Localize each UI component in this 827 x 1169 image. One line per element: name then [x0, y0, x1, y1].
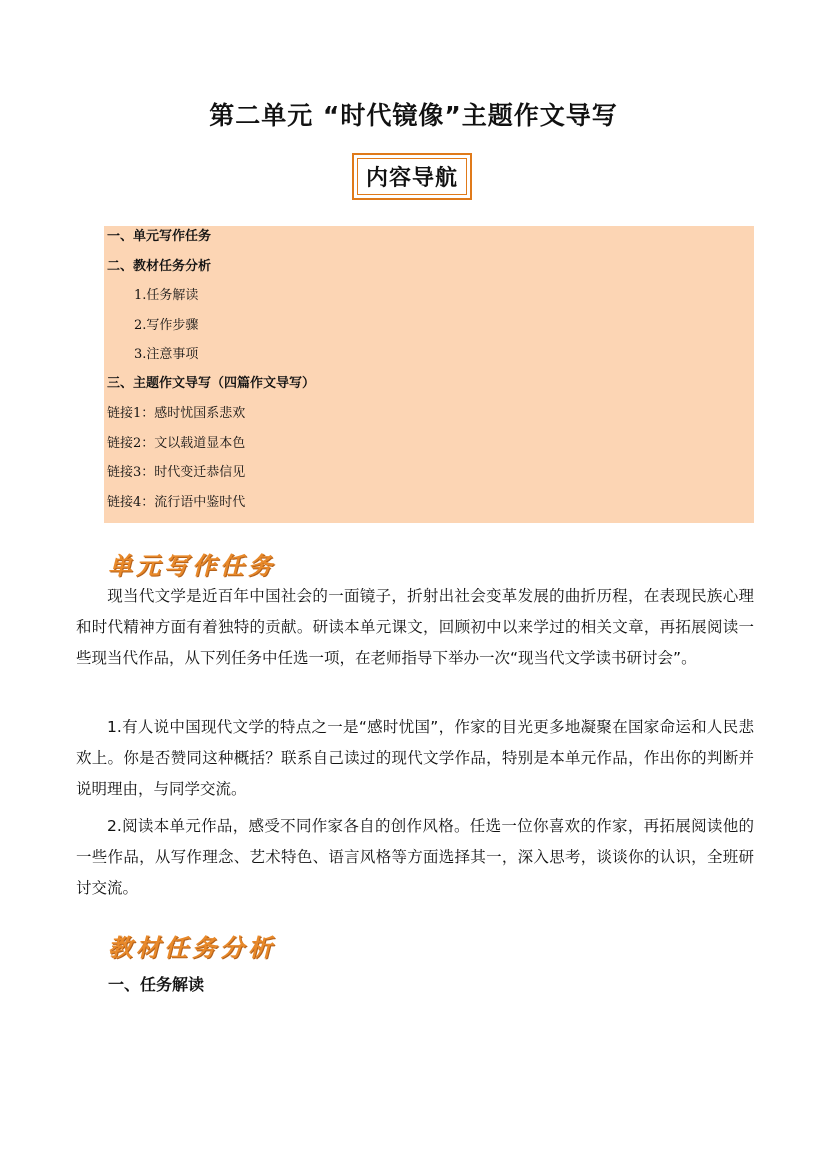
subheading-task-interpretation: 一、任务解读: [108, 975, 205, 994]
toc-item: 1.任务解读: [134, 288, 199, 303]
toc-item: 2.写作步骤: [134, 318, 199, 333]
page-title: 第二单元 “时代镜像”主题作文导写: [209, 101, 618, 130]
table-of-contents: [104, 226, 754, 523]
toc-item: 3.注意事项: [134, 347, 199, 362]
content-nav-label: 内容导航: [357, 158, 467, 195]
paragraph-intro-text: 现当代文学是近百年中国社会的一面镜子，折射出社会变革发展的曲折历程，在表现民族心理和时代精神方面有着独特的贡献。研读本单元课文，回顾初中以来学过的相关文章，再拓展阅读一些现当代作品，从下列任务中任选一项，在老师指导下举办一次“现当代文学读书研讨会”。: [76, 587, 754, 667]
toc-item: 二、教材任务分析: [107, 259, 212, 274]
section-heading-writing-task: 单元写作任务: [108, 551, 276, 580]
toc-item: 三、主题作文导写（四篇作文导写）: [107, 376, 316, 391]
toc-item: 链接1：感时忧国系悲欢: [107, 406, 246, 421]
section-heading-textbook-analysis: 教材任务分析: [108, 933, 276, 962]
toc-item: 一、单元写作任务: [107, 229, 212, 244]
toc-item: 链接4：流行语中鉴时代: [107, 495, 246, 510]
paragraph-task-2: [76, 811, 754, 904]
toc-item: 链接3：时代变迁恭信见: [107, 465, 246, 480]
paragraph-task-2-text: 2.阅读本单元作品，感受不同作家各自的创作风格。任选一位你喜欢的作家，再拓展阅读他的一些作品，从写作理念、艺术特色、语言风格等方面选择其一，深入思考，谈谈你的认识，全班研讨交流。: [76, 817, 754, 897]
content-nav-box: [352, 153, 472, 200]
paragraph-intro: [76, 581, 754, 674]
toc-item: 链接2：文以载道显本色: [107, 436, 246, 451]
paragraph-task-1: [76, 712, 754, 805]
paragraph-task-1-text: 1.有人说中国现代文学的特点之一是“感时忧国”，作家的目光更多地凝聚在国家命运和人民悲欢上。你是否赞同这种概括？联系自己读过的现代文学作品，特别是本单元作品，作出你的判断并说明理由，与同学交流。: [76, 718, 754, 798]
